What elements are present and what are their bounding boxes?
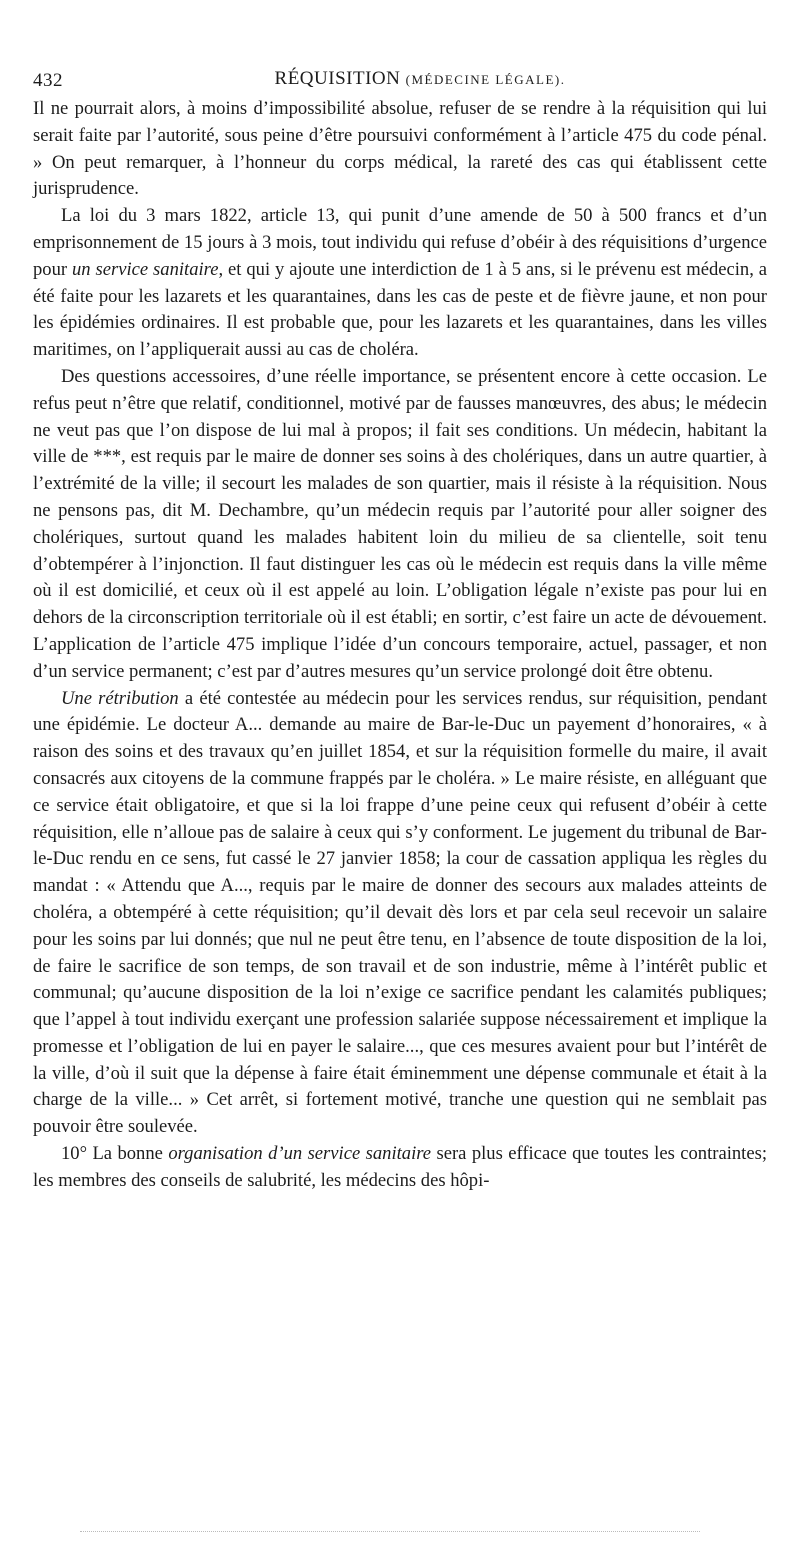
running-header — [33, 62, 767, 96]
paragraph-text: sera plus efficace que toutes les contraintes; les membres des conseils de salubrité, les médecins des hôpi- — [33, 1143, 767, 1191]
paragraph-loi-1822 — [33, 203, 767, 364]
paragraph-retribution — [33, 686, 767, 1142]
body-text — [33, 96, 767, 1195]
emphasis-organisation-service: organisation d’un service sanitaire — [168, 1143, 432, 1165]
emphasis-service-sanitaire: un service sanitaire — [72, 258, 219, 280]
paragraph-text: , et qui y ajoute une interdiction de 1 à 5 ans, si le prévenu est médecin, a été faite pour les lazarets et les quarantaines, dans les cas de peste et de fièvre jaune, et non pour les épidémies ordinaires. Il est probable que, pour les lazarets et les quarantaines, dans les villes maritimes, on l’appliquerait aussi au cas de choléra. — [33, 258, 768, 361]
paragraph-questions-accessoires: Des questions accessoires, d’une réelle importance, se présentent encore à cette occasion. Le refus peut n’être que relatif, conditionnel, motivé par de fausses manœuvres, des abus; le médecin ne veut pas que l’on dispose de lui mal à propos; il fait ses conditions. Un médecin, habitant la ville de ***, est requis par le maire de donner ses soins à des cholériques, dans un autre quartier, à l’extrémité de la ville; il secourt les malades de son quartier, mais il résiste à la réquisition. Nous ne pensons pas, dit M. Dechambre, qu’un médecin requis par l’autorité pour aller soigner des cholériques, surtout quand les malades habitent loin du milieu de sa clientelle, soit tenu d’obtempérer à l’injonction. Il faut distinguer les cas où le médecin est requis dans la ville même où il est domicilié, et ceux où il est appelé au loin. L’obligation légale n’existe pas pour lui en dehors de la circonscription territoriale où il est établi; en sortir, c’est faire un acte de dévouement. L’application de l’article 475 implique l’idée d’un concours temporaire, actuel, passager, et non d’un service permanent; c’est par d’autres mesures qu’un service prolongé doit être obtenu. — [33, 365, 767, 682]
running-title-subtitle: (MÉDECINE LÉGALE). — [405, 72, 566, 87]
bleed-through-rule — [80, 1531, 700, 1533]
paragraph-text: La loi du 3 mars 1822, article 13, qui punit d’une amende de 50 à 500 francs et d’un emprisonnement de 15 jours à 3 mois, tout individu qui refuse d’obéir à des réquisitions d’urgence pour — [33, 205, 767, 280]
paragraph-continuation: Il ne pourrait alors, à moins d’impossibilité absolue, refuser de se rendre à la réquisition qui lui serait faite par l’autorité, sous peine d’être poursuivi conformément à l’article 475 du code pénal. » On peut remarquer, à l’honneur du corps médical, la rareté des cas qui établissent cette jurisprudence. — [33, 98, 767, 200]
paragraph-text: 10° La bonne — [61, 1143, 169, 1165]
page-number: 432 — [33, 70, 63, 91]
running-title — [33, 68, 767, 90]
running-title-main: RÉQUISITION — [274, 68, 401, 89]
emphasis-une-retribution: Une rétribution — [61, 687, 179, 709]
paragraph-text: a été contestée au médecin pour les services rendus, sur réquisition, pendant une épidémie. Le docteur A... demande au maire de Bar-le-Duc un payement d’honoraires, « à raison des soins et des travaux qu’en juillet 1854, et sur la réquisition formelle du maire, il avait consacrés aux citoyens de la commune frappés par le choléra. » Le maire résiste, en alléguant que ce service était obligatoire, et que si la loi frappe d’une peine ceux qui refusent d’obéir à cette réquisition, elle n’alloue pas de salaire à ceux qui s’y conforment. Le jugement du tribunal de Bar-le-Duc rendu en ce sens, fut cassé le 27 janvier 1858; la cour de cassation appliqua les règles du mandat : « Attendu que A..., requis par le maire de donner des secours aux malades atteints de choléra, a obtempéré à cette réquisition; qu’il devait dès lors et par cela seul recevoir un salaire pour les soins par lui donnés; que nul ne peut être tenu, en l’absence de toute disposition de la loi, de faire le sacrifice de son temps, de son travail et de son industrie, même à l’intérêt public et communal; qu’aucune disposition de la loi n’exige ce sacrifice pendant les calamités publiques; que l’appel à tout individu exerçant une profession salariée suppose nécessairement et implique la promesse et l’obligation de lui en payer le salaire..., que ces mesures avaient pour but l’intérêt de la ville, d’où il suit que la dépense à faire était éminemment une dépense communale et était à la charge de la ville... » Cet arrêt, si fortement motivé, tranche une question qui ne semblait pas pouvoir être soulevée. — [33, 687, 768, 1138]
paragraph-organisation — [33, 1141, 767, 1195]
book-page — [33, 62, 767, 1195]
